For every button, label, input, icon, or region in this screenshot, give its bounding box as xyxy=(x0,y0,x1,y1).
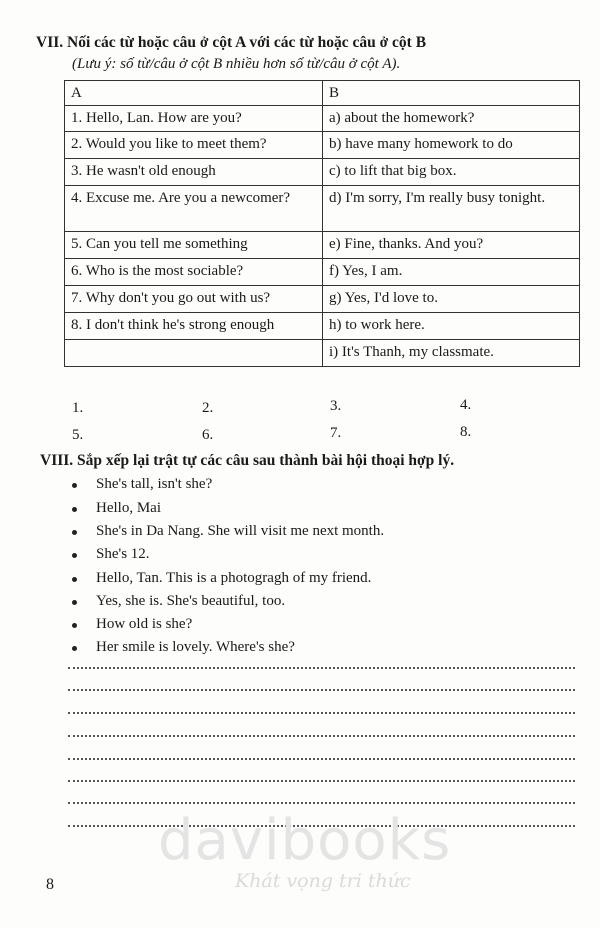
list-item-text: Yes, she is. She's beautiful, too. xyxy=(96,593,286,609)
cell-b: g) Yes, I'd love to. xyxy=(323,286,580,313)
list-item-text: Her smile is lovely. Where's she? xyxy=(96,639,295,655)
cell-b: b) have many homework to do xyxy=(323,132,580,159)
list-item-text: She's 12. xyxy=(96,546,150,562)
cell-a xyxy=(65,340,323,367)
cell-b: i) It's Thanh, my classmate. xyxy=(323,340,580,367)
answer-label-7: 7. xyxy=(330,425,342,441)
page-number: 8 xyxy=(46,876,54,893)
cell-a: 6. Who is the most sociable? xyxy=(65,259,323,286)
table-row xyxy=(65,340,580,367)
watermark-brand: davibooks xyxy=(158,808,452,873)
answer-line xyxy=(68,689,575,691)
bullet-icon xyxy=(72,530,77,535)
bullet-icon xyxy=(72,623,77,628)
answer-line xyxy=(68,780,575,782)
bullet-icon xyxy=(72,646,77,651)
answer-line xyxy=(68,667,575,669)
column-b-header: B xyxy=(323,81,580,106)
section-7-title: VII. Nối các từ hoặc câu ở cột A với các từ hoặc câu ở cột B xyxy=(36,34,427,51)
list-item-text: She's in Da Nang. She will visit me next month. xyxy=(96,523,385,539)
bullet-icon xyxy=(72,577,77,582)
answer-line xyxy=(68,758,575,760)
table-row xyxy=(65,106,580,132)
cell-a: 1. Hello, Lan. How are you? xyxy=(65,106,323,132)
answer-label-8: 8. xyxy=(460,424,472,440)
list-item-text: She's tall, isn't she? xyxy=(96,476,213,492)
watermark-slogan: Khát vọng tri thức xyxy=(235,870,411,892)
list-item-text: How old is she? xyxy=(96,616,193,632)
answer-label-4: 4. xyxy=(460,397,472,413)
cell-a: 2. Would you like to meet them? xyxy=(65,132,323,159)
cell-b: c) to lift that big box. xyxy=(323,159,580,186)
table-row xyxy=(65,313,580,340)
cell-a: 7. Why don't you go out with us? xyxy=(65,286,323,313)
table-row xyxy=(65,159,580,186)
matching-table xyxy=(64,80,580,367)
table-row xyxy=(65,232,580,259)
answer-line xyxy=(68,735,575,737)
column-a-header: A xyxy=(65,81,323,106)
answer-label-6: 6. xyxy=(202,427,214,443)
answer-label-2: 2. xyxy=(202,400,214,416)
table-row xyxy=(65,132,580,159)
table-row xyxy=(65,259,580,286)
answer-label-5: 5. xyxy=(72,427,84,443)
answer-line xyxy=(68,802,575,804)
cell-b: a) about the homework? xyxy=(323,106,580,132)
cell-b: d) I'm sorry, I'm really busy tonight. xyxy=(323,186,580,232)
cell-b: f) Yes, I am. xyxy=(323,259,580,286)
bullet-icon xyxy=(72,507,77,512)
table-row xyxy=(65,286,580,313)
bullet-icon xyxy=(72,553,77,558)
bullet-icon xyxy=(72,483,77,488)
section-8-title: VIII. Sắp xếp lại trật tự các câu sau thành bài hội thoại hợp lý. xyxy=(40,452,455,469)
cell-a: 8. I don't think he's strong enough xyxy=(65,313,323,340)
table-header-row xyxy=(65,81,580,106)
answer-line xyxy=(68,712,575,714)
answer-label-1: 1. xyxy=(72,400,84,416)
answer-label-3: 3. xyxy=(330,398,342,414)
table-row xyxy=(65,186,580,232)
list-item-text: Hello, Mai xyxy=(96,500,161,516)
section-7-note: (Lưu ý: số từ/câu ở cột B nhiều hơn số từ/câu ở cột A). xyxy=(72,56,401,72)
cell-b: h) to work here. xyxy=(323,313,580,340)
bullet-icon xyxy=(72,600,77,605)
cell-b: e) Fine, thanks. And you? xyxy=(323,232,580,259)
cell-a: 5. Can you tell me something xyxy=(65,232,323,259)
cell-a: 3. He wasn't old enough xyxy=(65,159,323,186)
list-item-text: Hello, Tan. This is a photogragh of my friend. xyxy=(96,570,372,586)
cell-a: 4. Excuse me. Are you a newcomer? xyxy=(65,186,323,232)
